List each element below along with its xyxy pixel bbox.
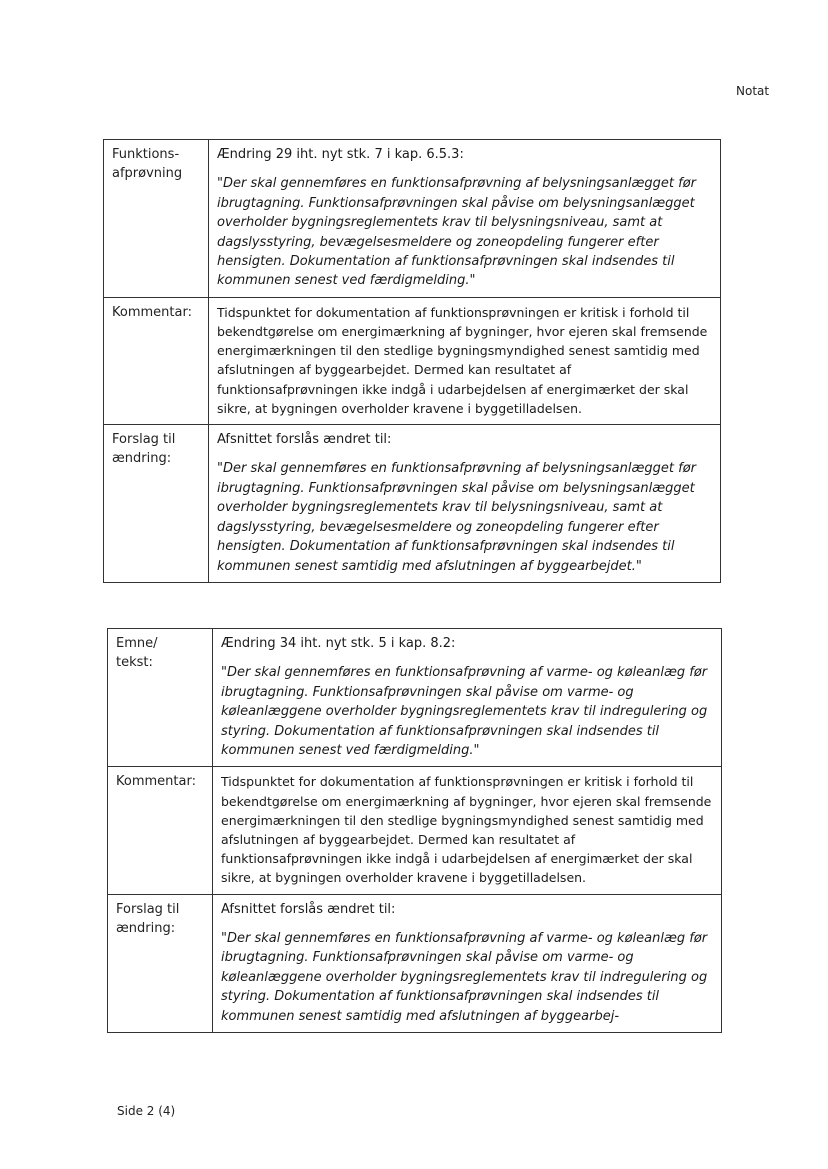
page-number: Side 2 (4)	[117, 1104, 176, 1118]
row-label: Kommentar:	[116, 774, 196, 790]
table-row	[108, 894, 722, 1032]
quoted-text: "Der skal gennemføres en funktionsafprøvning af varme- og køleanlæg før ibrugtagning. Funktionsafprøvningen skal påvise om varme- og køleanlæggene overholder bygningsreglementets krav til indregulering og styring. Dokumentation af funktionsafprøvningen skal indsendes til kommunen senest ved færdigmelding."	[221, 665, 708, 759]
row-label: Funktions- afprøvning	[112, 147, 183, 182]
table-row	[108, 629, 722, 767]
change-heading: Ændring 29 iht. nyt stk. 7 i kap. 6.5.3:	[217, 147, 464, 162]
row-content-cell	[213, 629, 722, 767]
row-label: Forslag til ændring:	[112, 432, 176, 467]
row-label: Emne/ tekst:	[116, 636, 158, 671]
row-label-cell	[104, 425, 209, 583]
row-label: Kommentar:	[112, 304, 192, 320]
proposal-heading: Afsnittet forslås ændret til:	[217, 432, 392, 448]
comment-table-heating-cooling	[107, 628, 722, 1033]
quoted-text: "Der skal gennemføres en funktionsafprøvning af varme- og køleanlæg før ibrugtagning. Funktionsafprøvningen skal påvise om varme- og køleanlæggene overholder bygningsreglementets krav til indregulering og styring. Dokumentation af funktionsafprøvningen skal indsendes til kommunen senest samtidig med afslutningen af byggearbej-	[221, 931, 708, 1024]
row-label-cell	[104, 297, 209, 424]
table-row	[104, 425, 721, 583]
quoted-text: "Der skal gennemføres en funktionsafprøvning af belysningsanlægget før ibrugtagning. Funktionsafprøvningen skal påvise om belysningsanlægget overholder bygningsreglementets krav til belysningsniveau, samt at dagslysstyring, bevægelsesmeldere og zoneopdeling fungerer efter hensigten. Dokumentation af funktionsafprøvningen skal indsendes til kommunen senest samtidig med afslutningen af byggearbejdet."	[217, 461, 697, 574]
table-row	[104, 140, 721, 298]
row-label-cell	[108, 629, 213, 767]
row-label: Forslag til ændring:	[116, 901, 180, 937]
proposal-heading: Afsnittet forslås ændret til:	[221, 901, 396, 917]
row-content-cell	[213, 767, 722, 894]
comment-table-lighting	[103, 139, 721, 583]
comment-text: Tidspunktet for dokumentation af funktionsprøvningen er kritisk i forhold til bekendtgørelse om energimærkning af bygninger, hvor ejeren skal fremsende energimærkningen til den stedlige bygningsmyndighed senest samtidig med afslutningen af byggearbejdet. Dermed kan resultatet af funktionsafprøvningen ikke indgå i udarbejdelsen af energimærket der skal sikre, at bygningen overholder kravene i byggetilladelsen.	[217, 304, 708, 416]
document-type-label: Notat	[736, 84, 770, 98]
change-heading: Ændring 34 iht. nyt stk. 5 i kap. 8.2:	[221, 636, 456, 651]
quoted-text: "Der skal gennemføres en funktionsafprøvning af belysningsanlægget før ibrugtagning. Funktionsafprøvningen skal påvise om belysningsanlægget overholder bygningsreglementets krav til belysningsniveau, samt at dagslysstyring, bevægelsesmeldere og zoneopdeling fungerer efter hensigten. Dokumentation af funktionsafprøvningen skal indsendes til kommunen senest ved færdigmelding."	[217, 176, 697, 289]
row-content-cell	[213, 894, 722, 1032]
row-content-cell	[209, 140, 721, 298]
row-content-cell	[209, 425, 721, 583]
row-label-cell	[104, 140, 209, 298]
row-content-cell	[209, 297, 721, 424]
row-label-cell	[108, 767, 213, 894]
table-row	[104, 297, 721, 424]
table-row	[108, 767, 722, 894]
row-label-cell	[108, 894, 213, 1032]
comment-text: Tidspunktet for dokumentation af funktionsprøvningen er kritisk i forhold til bekendtgørelse om energimærkning af bygninger, hvor ejeren skal fremsende energimærkningen til den stedlige bygningsmyndighed senest samtidig med afslutningen af byggearbejdet. Dermed kan resultatet af funktionsafprøvningen ikke indgå i udarbejdelsen af energimærket der skal sikre, at bygningen overholder kravene i byggetilladelsen.	[221, 774, 712, 886]
